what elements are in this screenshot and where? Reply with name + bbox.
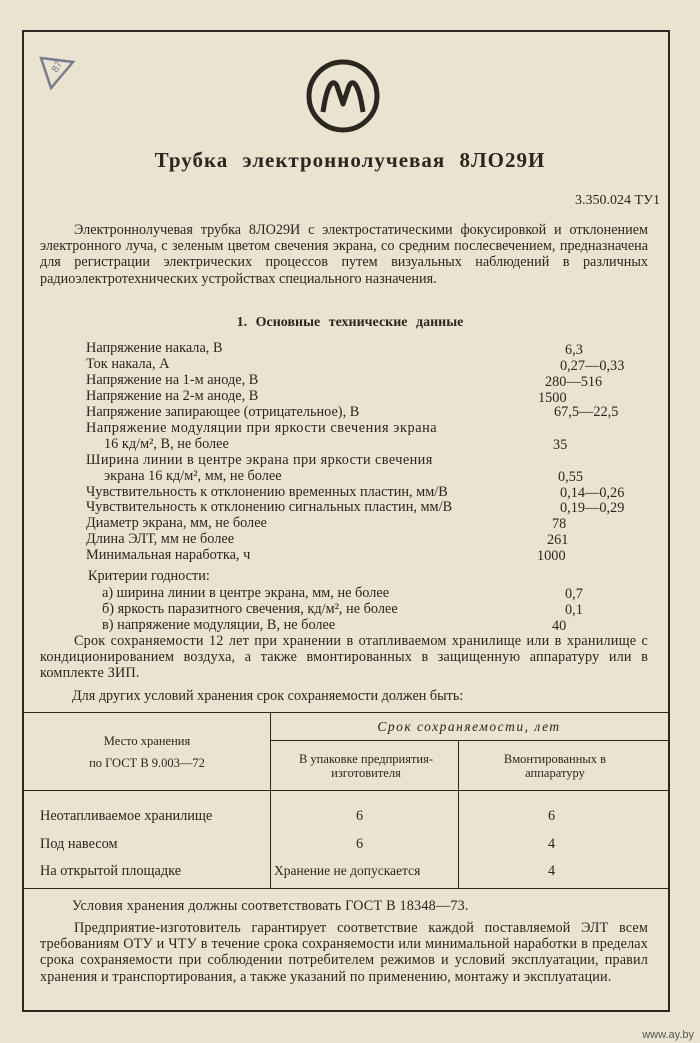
criteria-value: 0,7 <box>565 586 583 602</box>
col-place-subheader: по ГОСТ В 9.003—72 <box>89 756 205 770</box>
spec-value: 67,5—22,5 <box>554 404 619 420</box>
spec-label: Напряжение на 1-м аноде, В <box>86 372 259 388</box>
spec-value: 280—516 <box>545 374 603 390</box>
criteria-value: 0,1 <box>565 602 583 618</box>
spec-value: 0,19—0,29 <box>560 500 625 516</box>
section-title: 1. Основные технические данные <box>236 315 464 330</box>
table-row-place: На открытой площадке <box>40 863 182 879</box>
spec-label: Длина ЭЛТ, мм не более <box>86 531 235 547</box>
storage-paragraph: Срок сохраняемости 12 лет при хранении в отапливаемом хранилище или в хранилище с кондиционированием воздуха, а также вмонтированных в защищенную аппаратуру или в комплекте ЗИП. <box>40 633 648 682</box>
other-conditions-text: Для других условий хранения срок сохраняемости должен быть: <box>72 688 464 704</box>
spec-code: 3.350.024 ТУ1 <box>575 193 660 208</box>
criteria-label: б) яркость паразитного свечения, кд/м², не более <box>102 601 398 617</box>
table-row-place: Под навесом <box>40 836 118 852</box>
warranty-paragraph: Предприятие-изготовитель гарантирует соответствие каждой поставляемой ЭЛТ всем требованиям ОТУ и ЧТУ в течение срока сохраняемости или минимальной наработки в пределах срока сохраняемости при соблюдении потребителем режимов и условий эксплуатации, правил хранения и транспортирования, а также указаний по применению, монтажу и эксплуатации. <box>40 920 648 985</box>
table-row-pack: 6 <box>356 808 364 824</box>
group-header: Срок сохраняемости, лет <box>377 719 561 734</box>
table-row-mounted: 4 <box>548 863 556 879</box>
spec-label: Чувствительность к отклонению временных пластин, мм/В <box>86 484 448 500</box>
intro-paragraph: Электроннолучевая трубка 8ЛО29И с электростатическими фокусировкой и отклонением электронного луча, с зеленым цветом свечения экрана, со средним послесвечением, предназначена для регистрации электрических процессов путем визуальных наблюдений в различных радиоэлектротехнических устройствах специального назначения. <box>40 222 648 287</box>
col-place-header: Место хранения <box>103 734 191 748</box>
spec-label: Напряжение накала, В <box>86 340 223 356</box>
table-row-mounted: 6 <box>548 808 556 824</box>
criteria-value: 40 <box>552 618 567 634</box>
spec-label: Напряжение на 2-м аноде, В <box>86 388 259 404</box>
spec-value: 0,55 <box>558 469 584 485</box>
manufacturer-logo <box>303 56 383 136</box>
spec-label: Напряжение запирающее (отрицательное), В <box>86 404 360 420</box>
spec-label: Минимальная наработка, ч <box>86 547 251 563</box>
triangle-stamp <box>37 52 77 92</box>
document-title: Трубка электроннолучевая 8ЛО29И <box>154 148 546 172</box>
spec-value: 261 <box>547 532 569 548</box>
table-row-mounted: 4 <box>548 836 556 852</box>
criteria-title: Критерии годности: <box>88 568 210 584</box>
criteria-label: в) напряжение модуляции, В, не более <box>102 617 336 633</box>
watermark: www.ay.by <box>642 1029 694 1041</box>
spec-label: Чувствительность к отклонению сигнальных пластин, мм/В <box>86 499 453 515</box>
stamp-number: 87 <box>49 59 65 75</box>
table-row-pack: Хранение не допускается <box>274 863 421 878</box>
spec-label: Напряжение модуляции при яркости свечения экрана <box>86 420 438 436</box>
spec-value: 0,27—0,33 <box>560 358 625 374</box>
col-mounted-header: Вмонтированных в аппаратуру <box>503 752 607 780</box>
spec-value: 0,14—0,26 <box>560 485 625 501</box>
table-row-place: Неотапливаемое хранилище <box>40 808 213 824</box>
spec-label-continued: 16 кд/м², В, не более <box>104 436 229 452</box>
col-pack-header: В упаковке предприятия-изготовителя <box>298 752 434 780</box>
spec-label: Ширина линии в центре экрана при яркости свечения <box>86 452 433 468</box>
spec-value: 35 <box>553 437 568 453</box>
spec-value: 78 <box>552 516 567 532</box>
spec-value: 1500 <box>538 390 567 406</box>
spec-label: Ток накала, А <box>86 356 170 372</box>
conditions-text: Условия хранения должны соответствовать ГОСТ В 18348—73. <box>72 898 469 914</box>
spec-label: Диаметр экрана, мм, не более <box>86 515 267 531</box>
spec-label-continued: экрана 16 кд/м², мм, не более <box>104 468 282 484</box>
spec-value: 1000 <box>537 548 566 564</box>
criteria-label: а) ширина линии в центре экрана, мм, не более <box>102 585 390 601</box>
table-row-pack: 6 <box>356 836 364 852</box>
spec-value: 6,3 <box>565 342 583 358</box>
